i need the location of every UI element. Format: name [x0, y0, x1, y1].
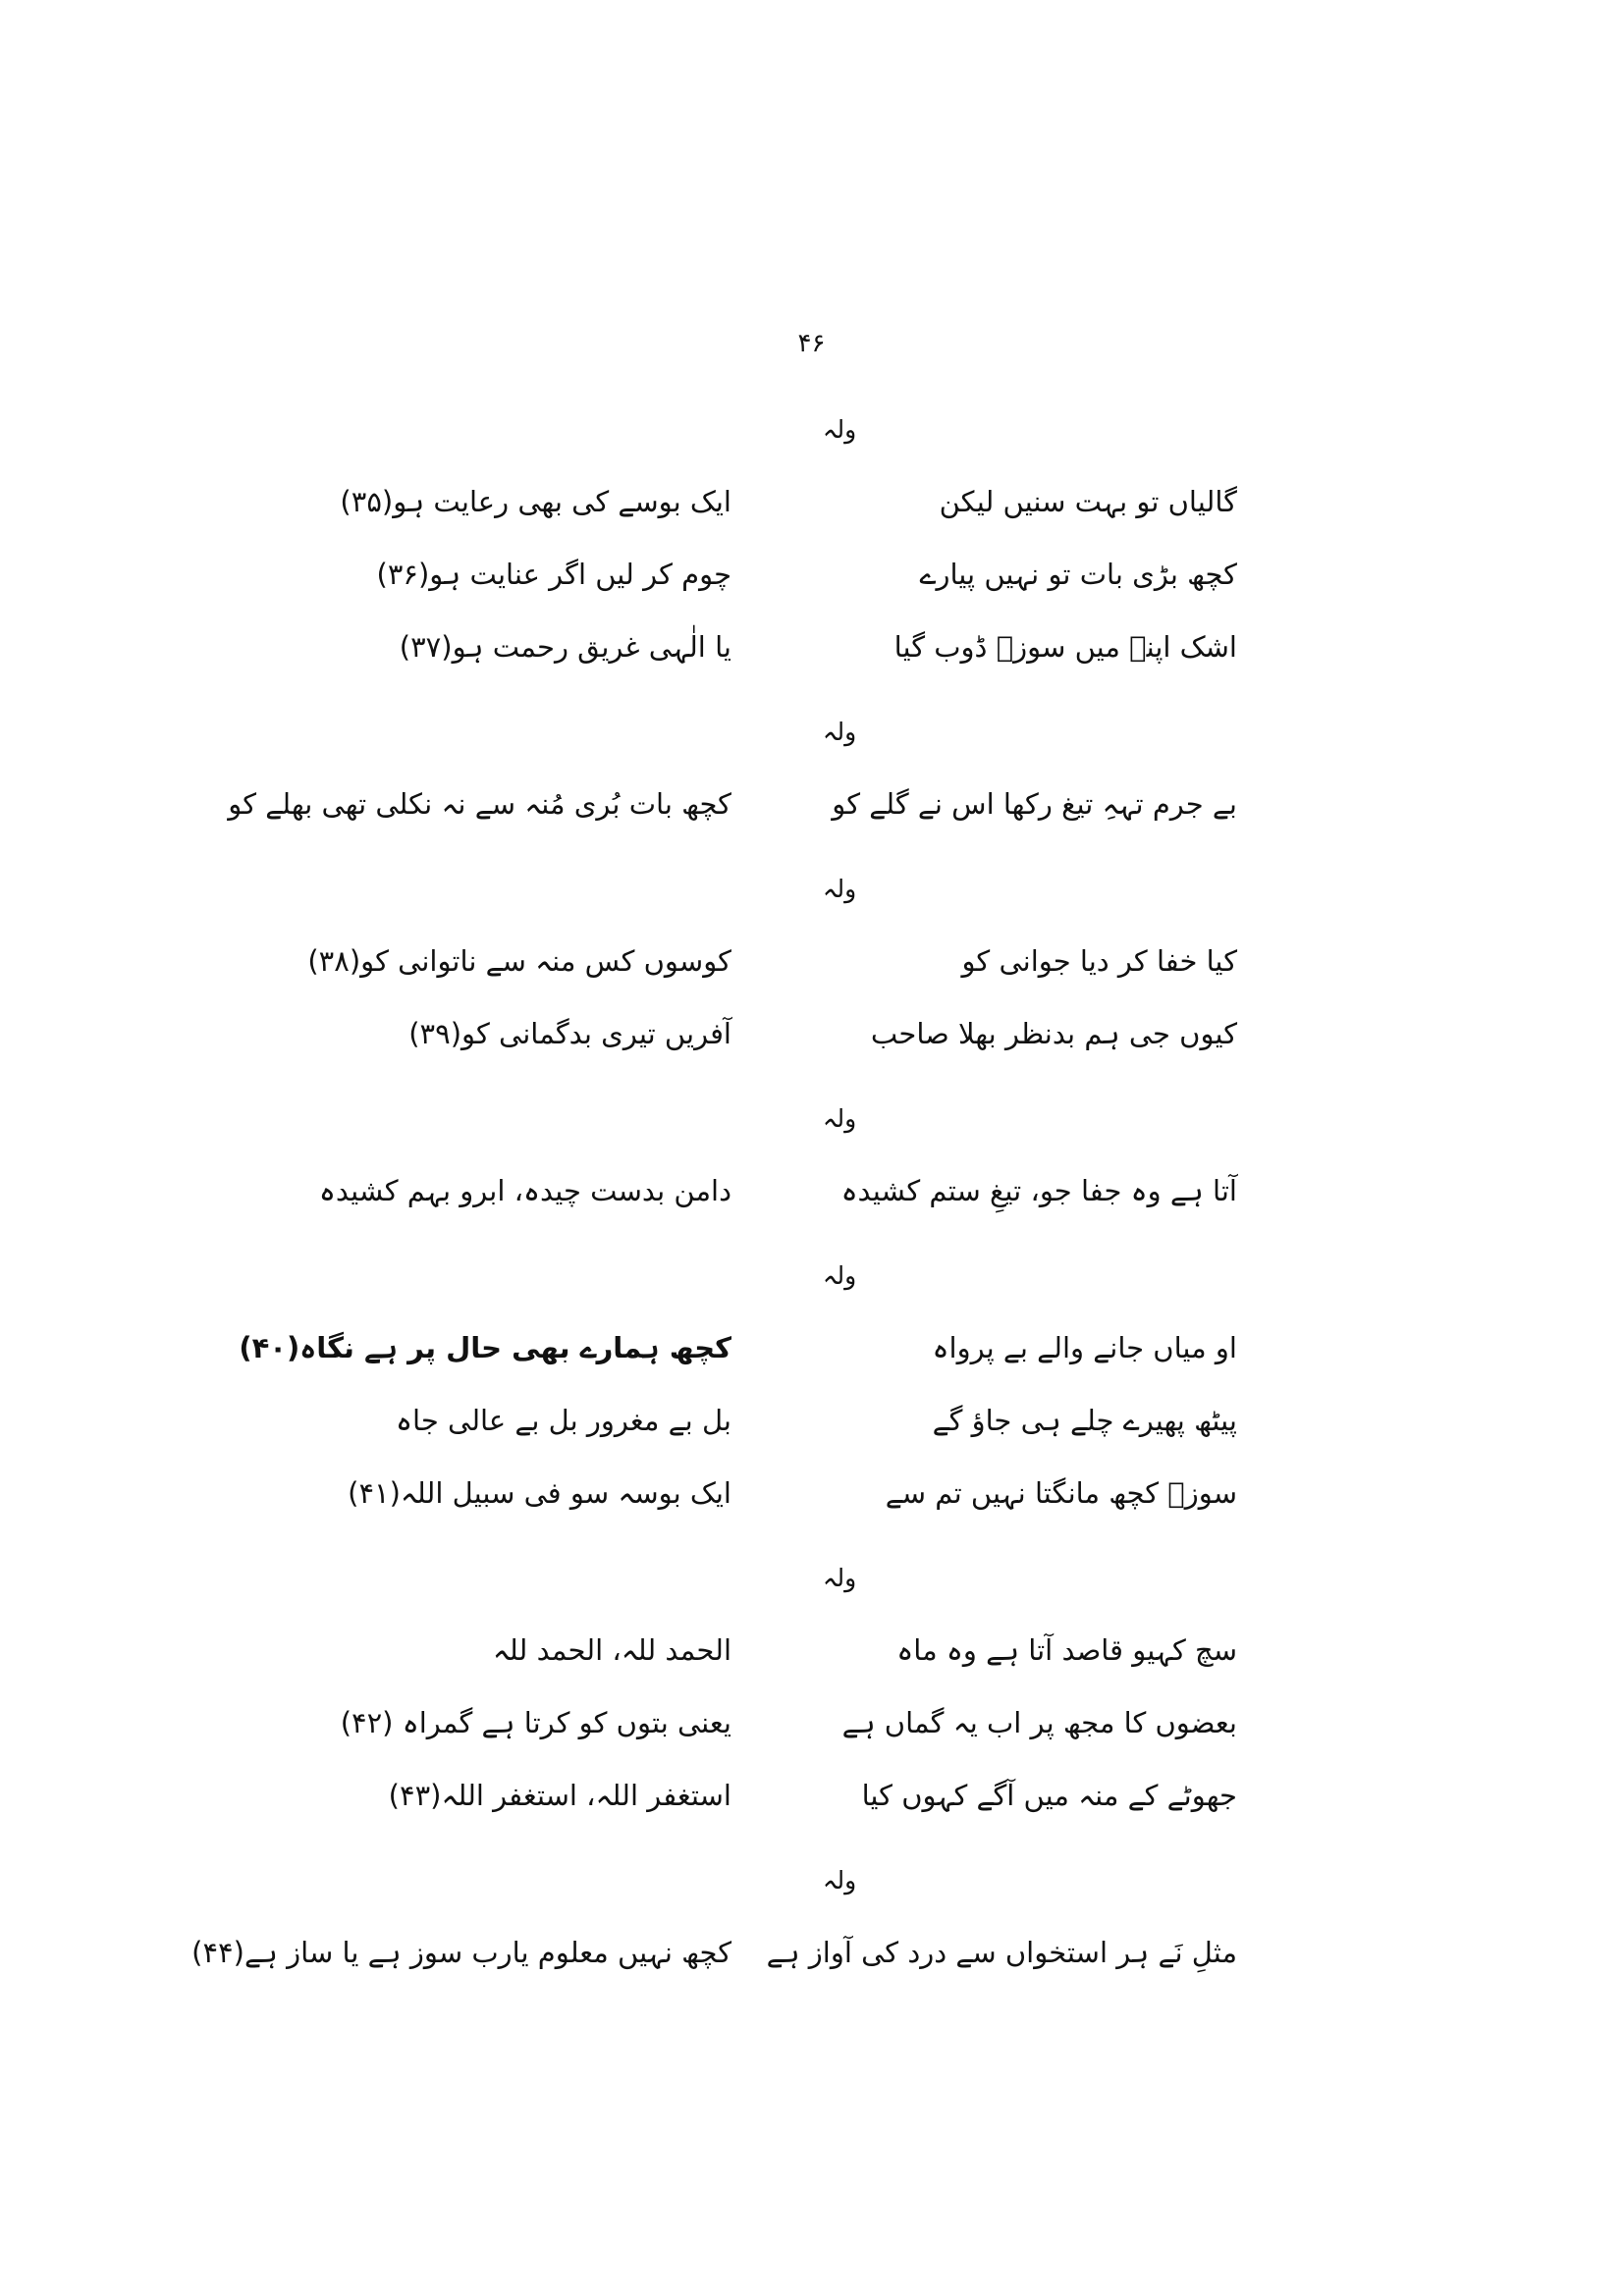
verse-line: [295, 477, 1237, 550]
verse-line: [295, 1698, 1237, 1771]
poem-section: [295, 1099, 1237, 1239]
verse-first-hemistich: سوزؔ کچھ مانگتا نہیں تم سے: [885, 1476, 1237, 1510]
verse-first-hemistich: اشک اپنے میں سوزؔ ڈوب گیا: [893, 630, 1237, 664]
section-heading: ولہ: [822, 415, 857, 444]
poem-section: [295, 1559, 1237, 1843]
verse-first-hemistich: کیوں جی ہم بدنظر بھلا صاحب: [870, 1017, 1237, 1050]
verse-second-hemistich: بل بے مغرور بل بے عالی جاہ: [396, 1404, 731, 1437]
poem-content: [191, 393, 1237, 2001]
verse-second-hemistich: آفریں تیری بدگمانی کو(۳۹): [408, 1017, 731, 1050]
verse-second-hemistich: چوم کر لیں اگر عنایت ہو(۳۶): [376, 558, 731, 591]
verse-first-hemistich: گالیاں تو بہت سنیں لیکن: [939, 485, 1237, 518]
verse-first-hemistich: او میاں جانے والے بے پرواہ: [932, 1331, 1237, 1364]
verse-line: [295, 1468, 1237, 1541]
section-heading: ولہ: [822, 718, 857, 746]
verse-second-hemistich: استغفر اللہ، استغفر اللہ(۴۳): [388, 1779, 731, 1812]
verse-line: [295, 1771, 1237, 1843]
section-heading: ولہ: [822, 1261, 857, 1290]
poem-section: [191, 1861, 1237, 2001]
page-number: ۴۶: [797, 329, 826, 358]
verse-second-hemistich: یعنی بتوں کو کرتا ہے گمراہ (۴۲): [340, 1706, 731, 1739]
verse-second-hemistich: ایک بوسے کی بھی رعایت ہو(۳۵): [340, 485, 731, 518]
section-heading: ولہ: [822, 1104, 857, 1133]
section-heading: ولہ: [822, 875, 857, 903]
verse-first-hemistich: سچ کہیو قاصد آتا ہے وہ ماہ: [896, 1633, 1237, 1667]
poem-section: [228, 713, 1237, 852]
verse-line: [191, 1928, 1237, 2001]
verse-first-hemistich: پیٹھ پھیرے چلے ہی جاؤ گے: [932, 1404, 1237, 1437]
verse-second-hemistich: ایک بوسہ سو فی سبیل اللہ(۴۱): [348, 1476, 731, 1510]
verse-second-hemistich: کچھ ہمارے بھی حال پر ہے نگاہ(۴۰): [239, 1331, 731, 1364]
verse-line: [295, 622, 1237, 695]
verse-line: [295, 936, 1237, 1009]
verse-second-hemistich: الحمد للہ، الحمد للہ: [492, 1633, 731, 1667]
verse-first-hemistich: بے جرم تہہِ تیغ رکھا اس نے گلے کو: [832, 787, 1237, 821]
verse-line: [295, 550, 1237, 622]
verse-first-hemistich: بعضوں کا مجھ پر اب یہ گماں ہے: [841, 1706, 1237, 1739]
verse-second-hemistich: دامن بدست چیدہ، ابرو بہم کشیدہ: [318, 1174, 731, 1207]
verse-line: [228, 779, 1237, 852]
verse-second-hemistich: کوسوں کس منہ سے ناتوانی کو(۳۸): [307, 944, 731, 978]
section-heading: ولہ: [822, 1866, 857, 1895]
verse-first-hemistich: کیا خفا کر دیا جوانی کو: [961, 944, 1237, 978]
poem-section: [295, 410, 1237, 695]
verse-second-hemistich: یا الٰہی غریق رحمت ہو(۳۷): [399, 630, 731, 664]
verse-line: [239, 1323, 1237, 1396]
verse-line: [295, 1009, 1237, 1082]
poem-section: [295, 870, 1237, 1082]
verse-line: [295, 1166, 1237, 1239]
verse-first-hemistich: آتا ہے وہ جفا جو، تیغِ ستم کشیدہ: [840, 1174, 1237, 1207]
verse-first-hemistich: جھوٹے کے منہ میں آگے کہوں کیا: [861, 1779, 1237, 1812]
verse-first-hemistich: کچھ بڑی بات تو نہیں پیارے: [919, 558, 1237, 591]
verse-line: [295, 1626, 1237, 1698]
verse-second-hemistich: کچھ بات بُری مُنہ سے نہ نکلی تھی بھلے کو: [228, 787, 731, 821]
verse-first-hemistich: مثلِ نَے ہر استخواں سے درد کی آواز ہے: [766, 1936, 1237, 1969]
verse-second-hemistich: کچھ نہیں معلوم یارب سوز ہے یا ساز ہے(۴۴): [191, 1936, 731, 1969]
verse-line: [295, 1396, 1237, 1468]
poem-section: [239, 1256, 1237, 1541]
section-heading: ولہ: [822, 1564, 857, 1592]
